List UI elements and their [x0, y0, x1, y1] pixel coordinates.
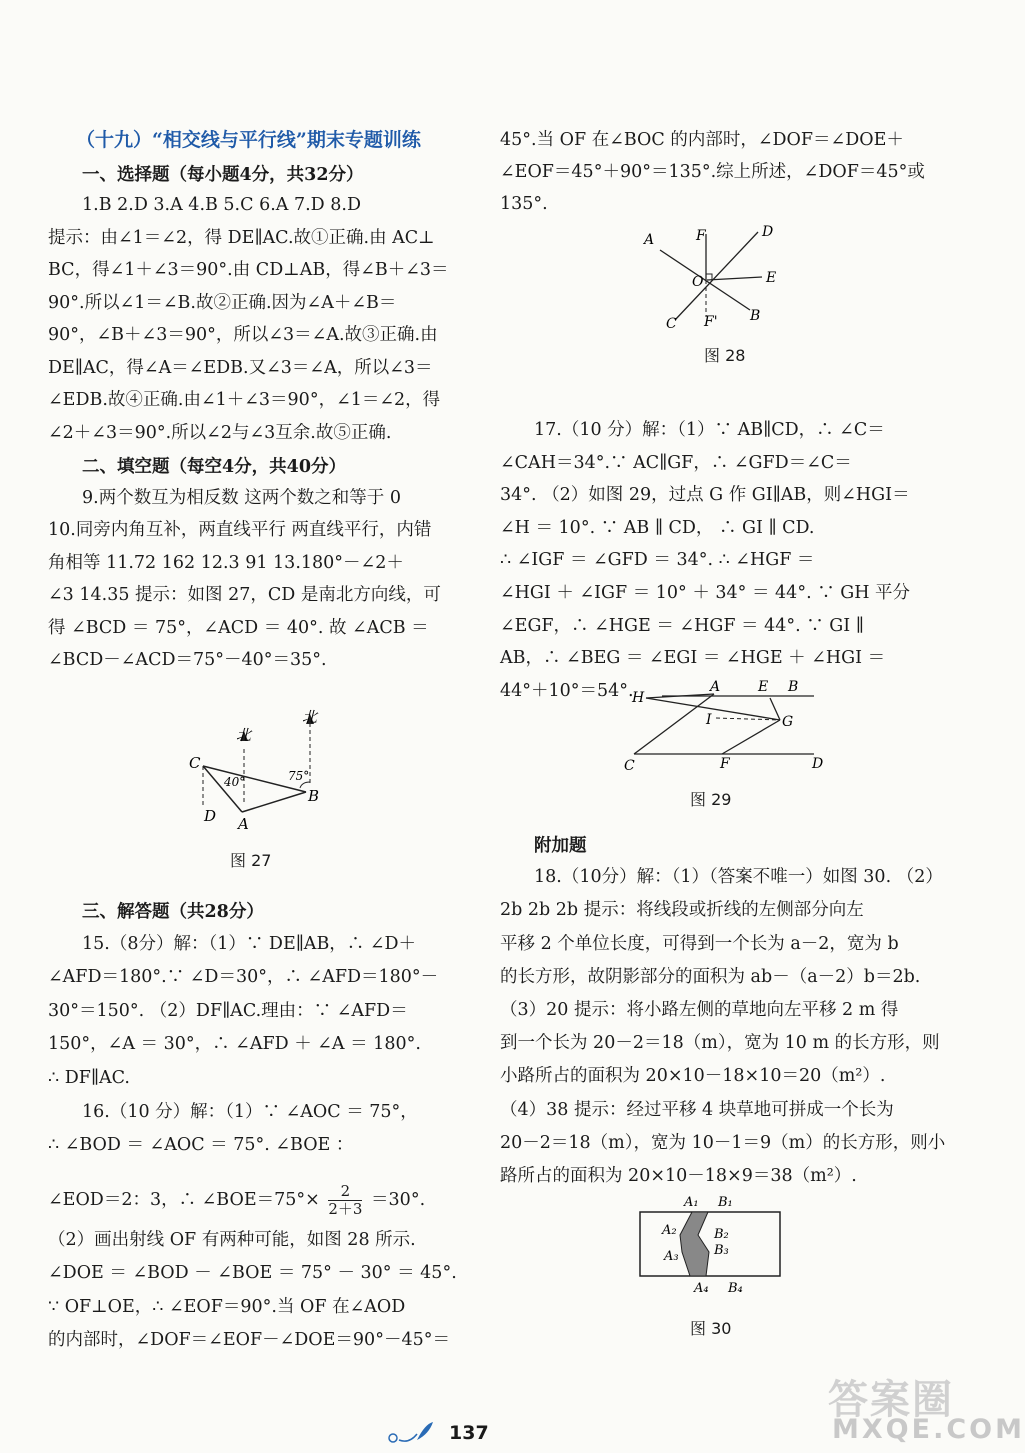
fraction-numerator: 2 — [328, 1183, 362, 1201]
fig29-label-g: G — [782, 714, 794, 730]
fig28-label-c: C — [666, 316, 677, 332]
text-line: 15.（8分）解：（1）∵ DE∥AB，∴ ∠D＋ — [82, 933, 417, 954]
section-heading: 一、选择题（每小题4分，共32分） — [82, 164, 364, 185]
fig28-label-o: O — [692, 274, 704, 290]
text-line: ∠CAH＝34°.∵ AC∥GF，∴ ∠GFD＝∠C＝ — [500, 452, 852, 473]
text-line: AB，∴ ∠BEG ＝ ∠EGI ＝ ∠HGE ＋ ∠HGI ＝ — [500, 648, 886, 669]
fig27-caption: 图 27 — [230, 851, 272, 870]
figure-27 — [184, 704, 384, 844]
text-line: 平移 2 个单位长度，可得到一个长为 a－2，宽为 b — [500, 933, 899, 954]
text-line: 44°＋10°＝54°. — [500, 680, 634, 701]
fraction-line: ∠EOD＝2：3，∴ ∠BOE＝75°× $\frac{2}{2+3}$ ＝30°. — [48, 1182, 426, 1218]
fig27-label-d: D — [204, 807, 217, 825]
fig29-label-d: D — [812, 756, 824, 772]
text-line: ∠BCD－∠ACD＝75°－40°＝35°. — [48, 650, 327, 670]
fig30-label-a4: A₄ — [694, 1281, 709, 1296]
fig28-label-d: D — [762, 224, 774, 240]
text-line: 到一个长为 20－2＝18（m），宽为 10 m 的长方形，则 — [500, 1033, 940, 1054]
section-heading: 附加题 — [534, 836, 587, 856]
fig28-label-f: F — [696, 228, 706, 244]
text-line: ∠2＋∠3＝90°.所以∠2与∠3互余.故⑤正确. — [48, 422, 392, 443]
section-heading: 三、解答题（共28分） — [82, 902, 264, 922]
text-line: 小路所占的面积为 20×10－18×10＝20（m²）. — [500, 1066, 886, 1087]
text-line: 17.（10 分）解：（1）∵ AB∥CD，∴ ∠C＝ — [534, 420, 885, 440]
fig27-north-left: 北 — [236, 726, 252, 744]
text-line: （2）画出射线 OF 有两种可能，如图 28 所示. — [48, 1230, 416, 1250]
fig28-label-f-prime: F' — [704, 314, 718, 330]
text-line: 10.同旁内角互补，两直线平行 两直线平行，内错 — [48, 520, 432, 540]
page-title: （十九）“相交线与平行线”期末专题训练 — [76, 129, 421, 151]
fig30-label-b4: B₄ — [728, 1281, 743, 1296]
text-line: 的内部时，∠DOF＝∠EOF－∠DOE＝90°－45°＝ — [48, 1330, 450, 1351]
text-line: ∴ ∠IGF ＝ ∠GFD ＝ 34°. ∴ ∠HGF ＝ — [500, 550, 815, 571]
fig29-label-c: C — [624, 758, 635, 774]
text-line: ∵ OF⊥OE，∴ ∠EOF＝90°.当 OF 在∠AOD — [48, 1296, 406, 1317]
fig27-label-b: B — [308, 787, 320, 805]
fig30-label-b1: B₁ — [718, 1195, 733, 1210]
text-line: 20－2＝18（m），宽为 10－1＝9（m）的长方形，则小 — [500, 1132, 946, 1153]
text-line: ∠EGF，∴ ∠HGE ＝ ∠HGF ＝ 44°. ∵ GI ∥ — [500, 615, 864, 636]
site-watermark — [828, 1368, 1025, 1450]
fig27-label-a: A — [238, 815, 249, 833]
fig27-angle-40: 40° — [224, 775, 246, 789]
text-line: ∴ DF∥AC. — [48, 1068, 130, 1088]
figure-29 — [616, 676, 836, 776]
watermark-text-top: 答案圈 — [828, 1377, 954, 1423]
text-line: 90°.所以∠1＝∠B.故②正确.因为∠A＋∠B＝ — [48, 292, 397, 313]
fig29-label-i: I — [706, 712, 712, 728]
text-line: ∠EDB.故④正确.由∠1＋∠3＝90°，∠1＝∠2，得 — [48, 390, 441, 410]
text-line: ∠AFD＝180°.∵ ∠D＝30°，∴ ∠AFD＝180°－ — [48, 967, 439, 988]
text-line: 的长方形，故阴影部分的面积为 ab－（a－2）b＝2b. — [500, 966, 921, 987]
text-line: 角相等 11.72 162 12.3 91 13.180°－∠2＋ — [48, 552, 404, 573]
fig29-label-b: B — [788, 679, 799, 695]
text-line: ∠3 14.35 提示：如图 27，CD 是南北方向线，可 — [48, 585, 441, 605]
fig30-label-b2: B₂ — [714, 1227, 729, 1242]
text-line: DE∥AC，得∠A＝∠EDB.又∠3＝∠A，所以∠3＝ — [48, 357, 433, 378]
text-line: 路所占的面积为 20×10－18×9＝38（m²）. — [500, 1166, 857, 1186]
fig29-label-e: E — [758, 679, 769, 695]
fig30-label-b3: B₃ — [714, 1243, 729, 1258]
text-line: ∠HGI ＋ ∠IGF ＝ 10° ＋ 34° ＝ 44°. ∵ GH 平分 — [500, 583, 911, 603]
fig27-label-c: C — [189, 754, 201, 772]
fraction — [328, 1183, 362, 1218]
text-line: ∠H ＝ 10°. ∵ AB ∥ CD， ∴ GI ∥ CD. — [500, 517, 815, 538]
watermark-text-bottom: MXQE.COM — [832, 1414, 1025, 1445]
figure-28 — [640, 222, 790, 337]
fig28-label-e: E — [766, 270, 777, 286]
fig27-angle-75: 75° — [288, 769, 310, 783]
text-line: ∴ ∠BOD ＝ ∠AOC ＝ 75°. ∠BOE ： — [48, 1135, 354, 1156]
figure-30 — [632, 1190, 782, 1298]
fig30-label-a1: A₁ — [684, 1195, 699, 1210]
text-line: 30°＝150°. （2）DF∥AC.理由：∵ ∠AFD＝ — [48, 1000, 408, 1021]
text-line: 45°.当 OF 在∠BOC 的内部时，∠DOF＝∠DOE＋ — [500, 130, 904, 150]
fig29-caption: 图 29 — [690, 790, 732, 809]
text-line: 34°. （2）如图 29，过点 G 作 GI∥AB，则∠HGI＝ — [500, 485, 910, 506]
text-line: 1.B 2.D 3.A 4.B 5.C 6.A 7.D 8.D — [82, 195, 361, 215]
text-line: 18.（10分）解：（1）（答案不唯一）如图 30. （2） — [534, 867, 943, 888]
fig29-label-f: F — [720, 756, 730, 772]
text-line: 提示：由∠1＝∠2，得 DE∥AC.故①正确.由 AC⊥ — [48, 227, 435, 248]
text-line: 得 ∠BCD ＝ 75°，∠ACD ＝ 40°. 故 ∠ACB ＝ — [48, 617, 429, 638]
page-ornament-icon — [385, 1420, 439, 1446]
page-number: 137 — [449, 1422, 489, 1444]
fig29-label-h: H — [632, 690, 645, 706]
fig28-caption: 图 28 — [704, 346, 746, 365]
text-line: （3）20 提示：将小路左侧的草地向左平移 2 m 得 — [500, 1000, 899, 1020]
text-line: 2b 2b 2b 提示：将线段或折线的左侧部分向左 — [500, 900, 864, 921]
fig28-label-b: B — [750, 308, 761, 324]
text-line: 150°，∠A ＝ 30°，∴ ∠AFD ＋ ∠A ＝ 180°. — [48, 1034, 421, 1055]
fig30-label-a3: A₃ — [664, 1249, 679, 1264]
fig30-label-a2: A₂ — [662, 1223, 677, 1238]
fraction-denominator: 2＋3 — [328, 1200, 363, 1218]
fig27-north-right: 北 — [302, 708, 318, 726]
text-line: （4）38 提示：经过平移 4 块草地可拼成一个长为 — [500, 1099, 894, 1120]
text-line: 135°. — [500, 194, 548, 214]
text-line: ∠EOF＝45°＋90°＝135°.综上所述，∠DOF＝45°或 — [500, 162, 925, 182]
fig29-label-a: A — [710, 679, 721, 695]
text-line: 9.两个数互为相反数 这两个数之和等于 0 — [82, 487, 401, 508]
text-line: 90°，∠B＋∠3＝90°，所以∠3＝∠A.故③正确.由 — [48, 325, 438, 345]
text-line: BC，得∠1＋∠3＝90°.由 CD⊥AB，得∠B＋∠3＝ — [48, 260, 449, 280]
text-line: ∠DOE ＝ ∠BOD － ∠BOE ＝ 75° － 30° ＝ 45°. — [48, 1263, 457, 1284]
text-line: 16.（10 分）解：（1）∵ ∠AOC ＝ 75°， — [82, 1101, 418, 1122]
fig30-caption: 图 30 — [690, 1319, 732, 1338]
fig28-label-a: A — [644, 232, 655, 248]
section-heading: 二、填空题（每空4分，共40分） — [82, 457, 347, 477]
